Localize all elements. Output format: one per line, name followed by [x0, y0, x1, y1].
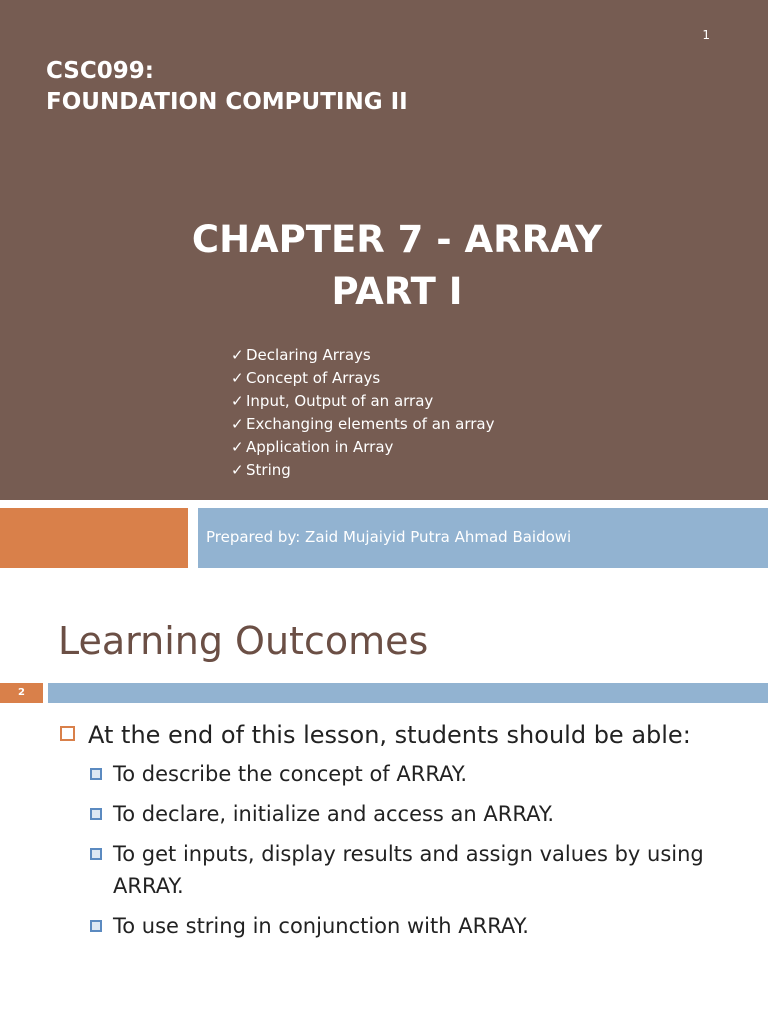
check-icon: ✓ — [231, 438, 244, 456]
topic-label: Application in Array — [246, 438, 394, 456]
outcome-item — [90, 838, 740, 902]
slide-title: Learning Outcomes — [58, 619, 429, 663]
outcome-item — [90, 758, 740, 790]
topic-label: Exchanging elements of an array — [246, 415, 495, 433]
topic-item — [231, 390, 495, 413]
topic-item — [231, 436, 495, 459]
outcome-text: To declare, initialize and access an ARRAY. — [113, 802, 555, 826]
course-name: FOUNDATION COMPUTING II — [46, 89, 408, 115]
topic-item — [231, 344, 495, 367]
square-bullet-icon — [90, 848, 102, 860]
check-icon: ✓ — [231, 415, 244, 433]
topic-label: String — [246, 461, 291, 479]
author-banner — [198, 508, 768, 568]
orange-accent-block — [0, 508, 188, 568]
outcome-text: To use string in conjunction with ARRAY. — [113, 914, 529, 938]
square-bullet-icon — [90, 768, 102, 780]
outcome-item — [90, 798, 740, 830]
square-bullet-icon — [90, 808, 102, 820]
slide-number: 1 — [702, 28, 710, 42]
title-background — [0, 0, 768, 500]
check-icon: ✓ — [231, 346, 244, 364]
topic-list — [231, 344, 495, 482]
check-icon: ✓ — [231, 369, 244, 387]
topic-label: Declaring Arrays — [246, 346, 371, 364]
topic-item — [231, 459, 495, 482]
check-icon: ✓ — [231, 461, 244, 479]
check-icon: ✓ — [231, 392, 244, 410]
square-bullet-icon — [90, 920, 102, 932]
lead-bullet — [60, 718, 691, 752]
course-heading — [46, 56, 408, 118]
lead-text: At the end of this lesson, students should be able: — [88, 721, 691, 749]
outcome-list — [90, 758, 740, 950]
chapter-title-block — [0, 214, 768, 318]
topic-label: Concept of Arrays — [246, 369, 381, 387]
topic-item — [231, 413, 495, 436]
outcome-item — [90, 910, 740, 942]
outcome-text: To get inputs, display results and assign values by using ARRAY. — [113, 842, 704, 898]
chapter-part: PART I — [331, 270, 463, 313]
slide-number-badge: 2 — [0, 683, 43, 703]
slide-2-learning-outcomes — [0, 568, 768, 1024]
topic-label: Input, Output of an array — [246, 392, 434, 410]
chapter-title: CHAPTER 7 - ARRAY — [191, 218, 603, 261]
square-bullet-icon — [60, 726, 75, 741]
topic-item — [231, 367, 495, 390]
course-code: CSC099: — [46, 58, 154, 84]
title-divider-bar — [48, 683, 768, 703]
outcome-text: To describe the concept of ARRAY. — [113, 762, 468, 786]
prepared-by: Prepared by: Zaid Mujaiyid Putra Ahmad Baidowi — [206, 528, 572, 546]
